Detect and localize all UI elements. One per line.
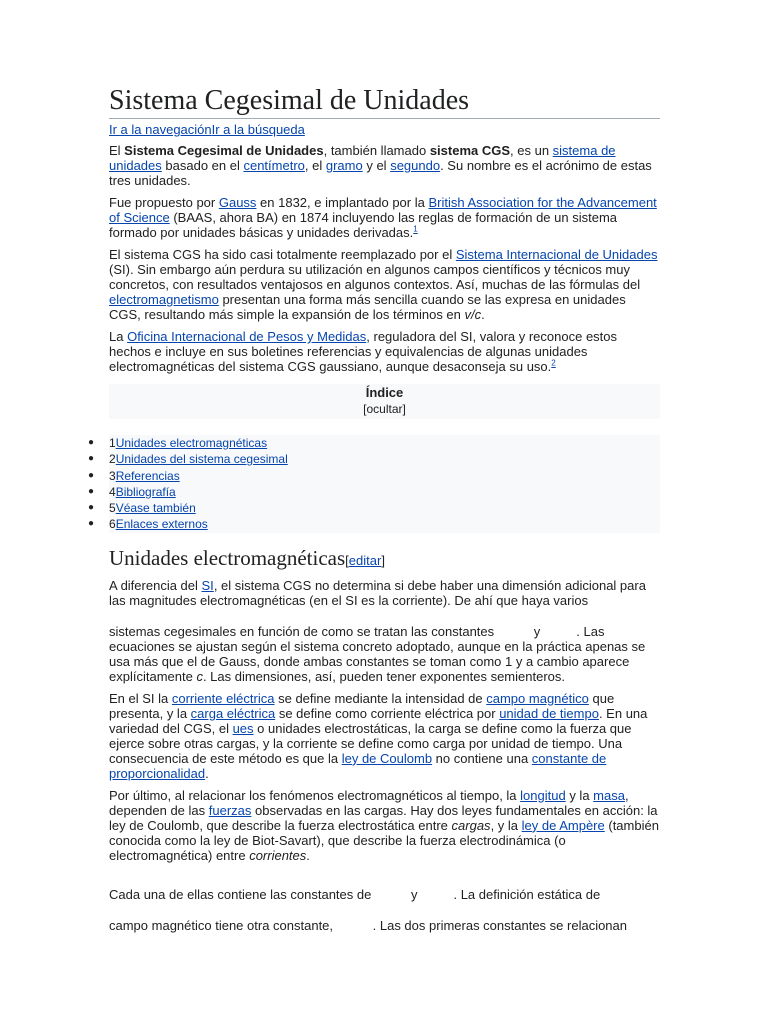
reference-2-link[interactable]: 2 bbox=[551, 358, 556, 368]
link-si[interactable]: SI bbox=[201, 577, 214, 593]
section-paragraph-3: En el SI la corriente eléctrica se define mediante la intensidad de campo magnético que presenta, y la carga eléctrica se define como corriente eléctrica por unidad de tiempo. En una variedad del CGS, el ues o unidades electrostáticas, la carga se define como la fuerza que ejerce sobre otras cargas, y la corriente se define como carga por unidad de tiempo. Una consecuencia de este método es que la ley de Coulomb no contiene una constante de proporcionalidad. bbox=[109, 690, 648, 781]
toc-header bbox=[109, 384, 660, 419]
section-paragraph-6: campo magnético tiene otra constante, . Las dos primeras constantes se relacionan bbox=[109, 917, 627, 933]
link-carga-electrica[interactable]: carga eléctrica bbox=[190, 705, 276, 721]
jump-links bbox=[109, 122, 660, 137]
link-longitud[interactable]: longitud bbox=[520, 787, 566, 803]
jump-to-search-link[interactable]: Ir a la búsqueda bbox=[211, 122, 305, 137]
link-constante-de-proporcionalidad[interactable]: constante de proporcionalidad bbox=[109, 750, 607, 781]
link-oficina-internacional[interactable]: Oficina Internacional de Pesos y Medidas bbox=[127, 329, 367, 344]
link-segundo[interactable]: segundo bbox=[390, 158, 441, 173]
link-gauss[interactable]: Gauss bbox=[218, 195, 257, 210]
toc-item[interactable]: ● 3Referencias bbox=[88, 468, 180, 483]
toc-item[interactable]: ● 5Véase también bbox=[88, 501, 196, 516]
toc-item[interactable]: ● 2Unidades del sistema cegesimal bbox=[88, 452, 288, 467]
reference-1-link[interactable]: 1 bbox=[413, 224, 418, 234]
toc-link-unidades-electromagneticas[interactable]: Unidades electromagnéticas bbox=[115, 436, 268, 450]
section-paragraph-5: Cada una de ellas contiene las constantes de y . La definición estática de bbox=[109, 886, 601, 902]
link-unidad-de-tiempo[interactable]: unidad de tiempo bbox=[499, 705, 599, 721]
toc-link-referencias[interactable]: Referencias bbox=[115, 468, 180, 483]
link-ues[interactable]: ues bbox=[232, 720, 254, 736]
link-campo-magnetico[interactable]: campo magnético bbox=[486, 690, 589, 706]
link-corriente-electrica[interactable]: corriente eléctrica bbox=[171, 690, 275, 706]
toc-link-enlaces-externos[interactable]: Enlaces externos bbox=[115, 517, 208, 532]
link-sistema-internacional[interactable]: Sistema Internacional de Unidades bbox=[455, 247, 658, 262]
link-centimetro[interactable]: centímetro bbox=[243, 158, 305, 173]
intro-paragraph-1: El Sistema Cegesimal de Unidades, también llamado sistema CGS, es un sistema de unidades basado en el centímetro, el gramo y el segundo. Su nombre es el acrónimo de estas tres unidades. bbox=[109, 143, 652, 188]
article-content bbox=[88, 84, 660, 940]
toc-list bbox=[88, 435, 660, 533]
section-paragraph-2: sistemas cegesimales en función de como se tratan las constantes y . Las ecuaciones se ajustan según el sistema concreto adoptado, aunque en la práctica apenas se usa más que el de Gauss, donde ambas constantes se toman como 1 y a cambio aparece explícitamente c. Las dimensiones, así, pueden tener exponentes semienteros. bbox=[109, 623, 646, 684]
link-electromagnetismo[interactable]: electromagnetismo bbox=[109, 292, 219, 307]
jump-to-navigation-link[interactable]: Ir a la navegación bbox=[109, 122, 212, 137]
section-heading-unidades-electromagneticas: Unidades electromagnéticas[editar] bbox=[109, 545, 385, 570]
page-title: Sistema Cegesimal de Unidades bbox=[109, 84, 660, 119]
toc-item[interactable]: ● 1Unidades electromagnéticas bbox=[88, 436, 268, 450]
intro-paragraph-3: El sistema CGS ha sido casi totalmente reemplazado por el Sistema Internacional de Unidades (SI). Sin embargo aún perdura su utilización en algunos campos científicos y técnicos muy concretos, con resultados ventajosos en algunos contextos. Así, muchas de las fórmulas del electromagnetismo presentan una forma más sencilla cuando se las expresa en unidades CGS, resultando más simple la expansión de los términos en v/c. bbox=[109, 247, 658, 322]
link-ley-de-coulomb[interactable]: ley de Coulomb bbox=[341, 750, 433, 766]
link-fuerzas[interactable]: fuerzas bbox=[208, 802, 252, 818]
link-sistema-de-unidades[interactable]: sistema de unidades bbox=[109, 143, 616, 173]
link-ley-de-ampere[interactable]: ley de Ampère bbox=[521, 817, 605, 833]
toc-link-vease-tambien[interactable]: Véase también bbox=[115, 501, 196, 516]
toc-link-bibliografia[interactable]: Bibliografía bbox=[115, 484, 176, 499]
section-paragraph-1: A diferencia del SI, el sistema CGS no determina si debe haber una dimensión adicional para las magnitudes electromagnéticas (en el SI es la corriente). De ahí que haya varios bbox=[109, 577, 646, 608]
intro-paragraph-2: Fue propuesto por Gauss en 1832, e implantado por la British Association for the Advancement of Science (BAAS, ahora BA) en 1874 incluyendo las reglas de formación de un sistema formado por unidades básicas y unidades derivadas.$^1$ bbox=[109, 195, 657, 240]
toc-item[interactable]: ● 6Enlaces externos bbox=[88, 517, 208, 532]
link-gramo[interactable]: gramo bbox=[325, 158, 363, 173]
toc-title: Índice bbox=[365, 385, 404, 400]
link-british-association[interactable]: British Association for the Advancement of Science bbox=[109, 195, 657, 225]
toc-toggle-button[interactable]: [ocultar] bbox=[363, 402, 406, 416]
toc bbox=[88, 435, 660, 533]
intro-paragraph-4: La Oficina Internacional de Pesos y Medidas, reguladora del SI, valora y reconoce estos hechos e incluye en sus boletines referencias y equivalencias de algunas unidades electromagnéticas del sistema CGS gaussiano, aunque desaconseja su uso.$^2$ bbox=[109, 329, 618, 374]
toc-link-unidades-sistema-cegesimal[interactable]: Unidades del sistema cegesimal bbox=[115, 452, 288, 467]
link-masa[interactable]: masa bbox=[593, 787, 625, 803]
section-paragraph-4: Por último, al relacionar los fenómenos electromagnéticos al tiempo, la longitud y la masa, dependen de las fuerzas observadas en las cargas. Hay dos leyes fundamentales en acción: la ley de Coulomb, que describe la fuerza electrostática entre cargas, y la ley de Ampère (también conocida como la ley de Biot-Savart), que describe la fuerza electrodinámica (o electromagnética) entre corrientes. bbox=[109, 787, 659, 863]
edit-section-link[interactable]: editar bbox=[348, 552, 382, 568]
toc-item[interactable]: ● 4Bibliografía bbox=[88, 484, 176, 499]
